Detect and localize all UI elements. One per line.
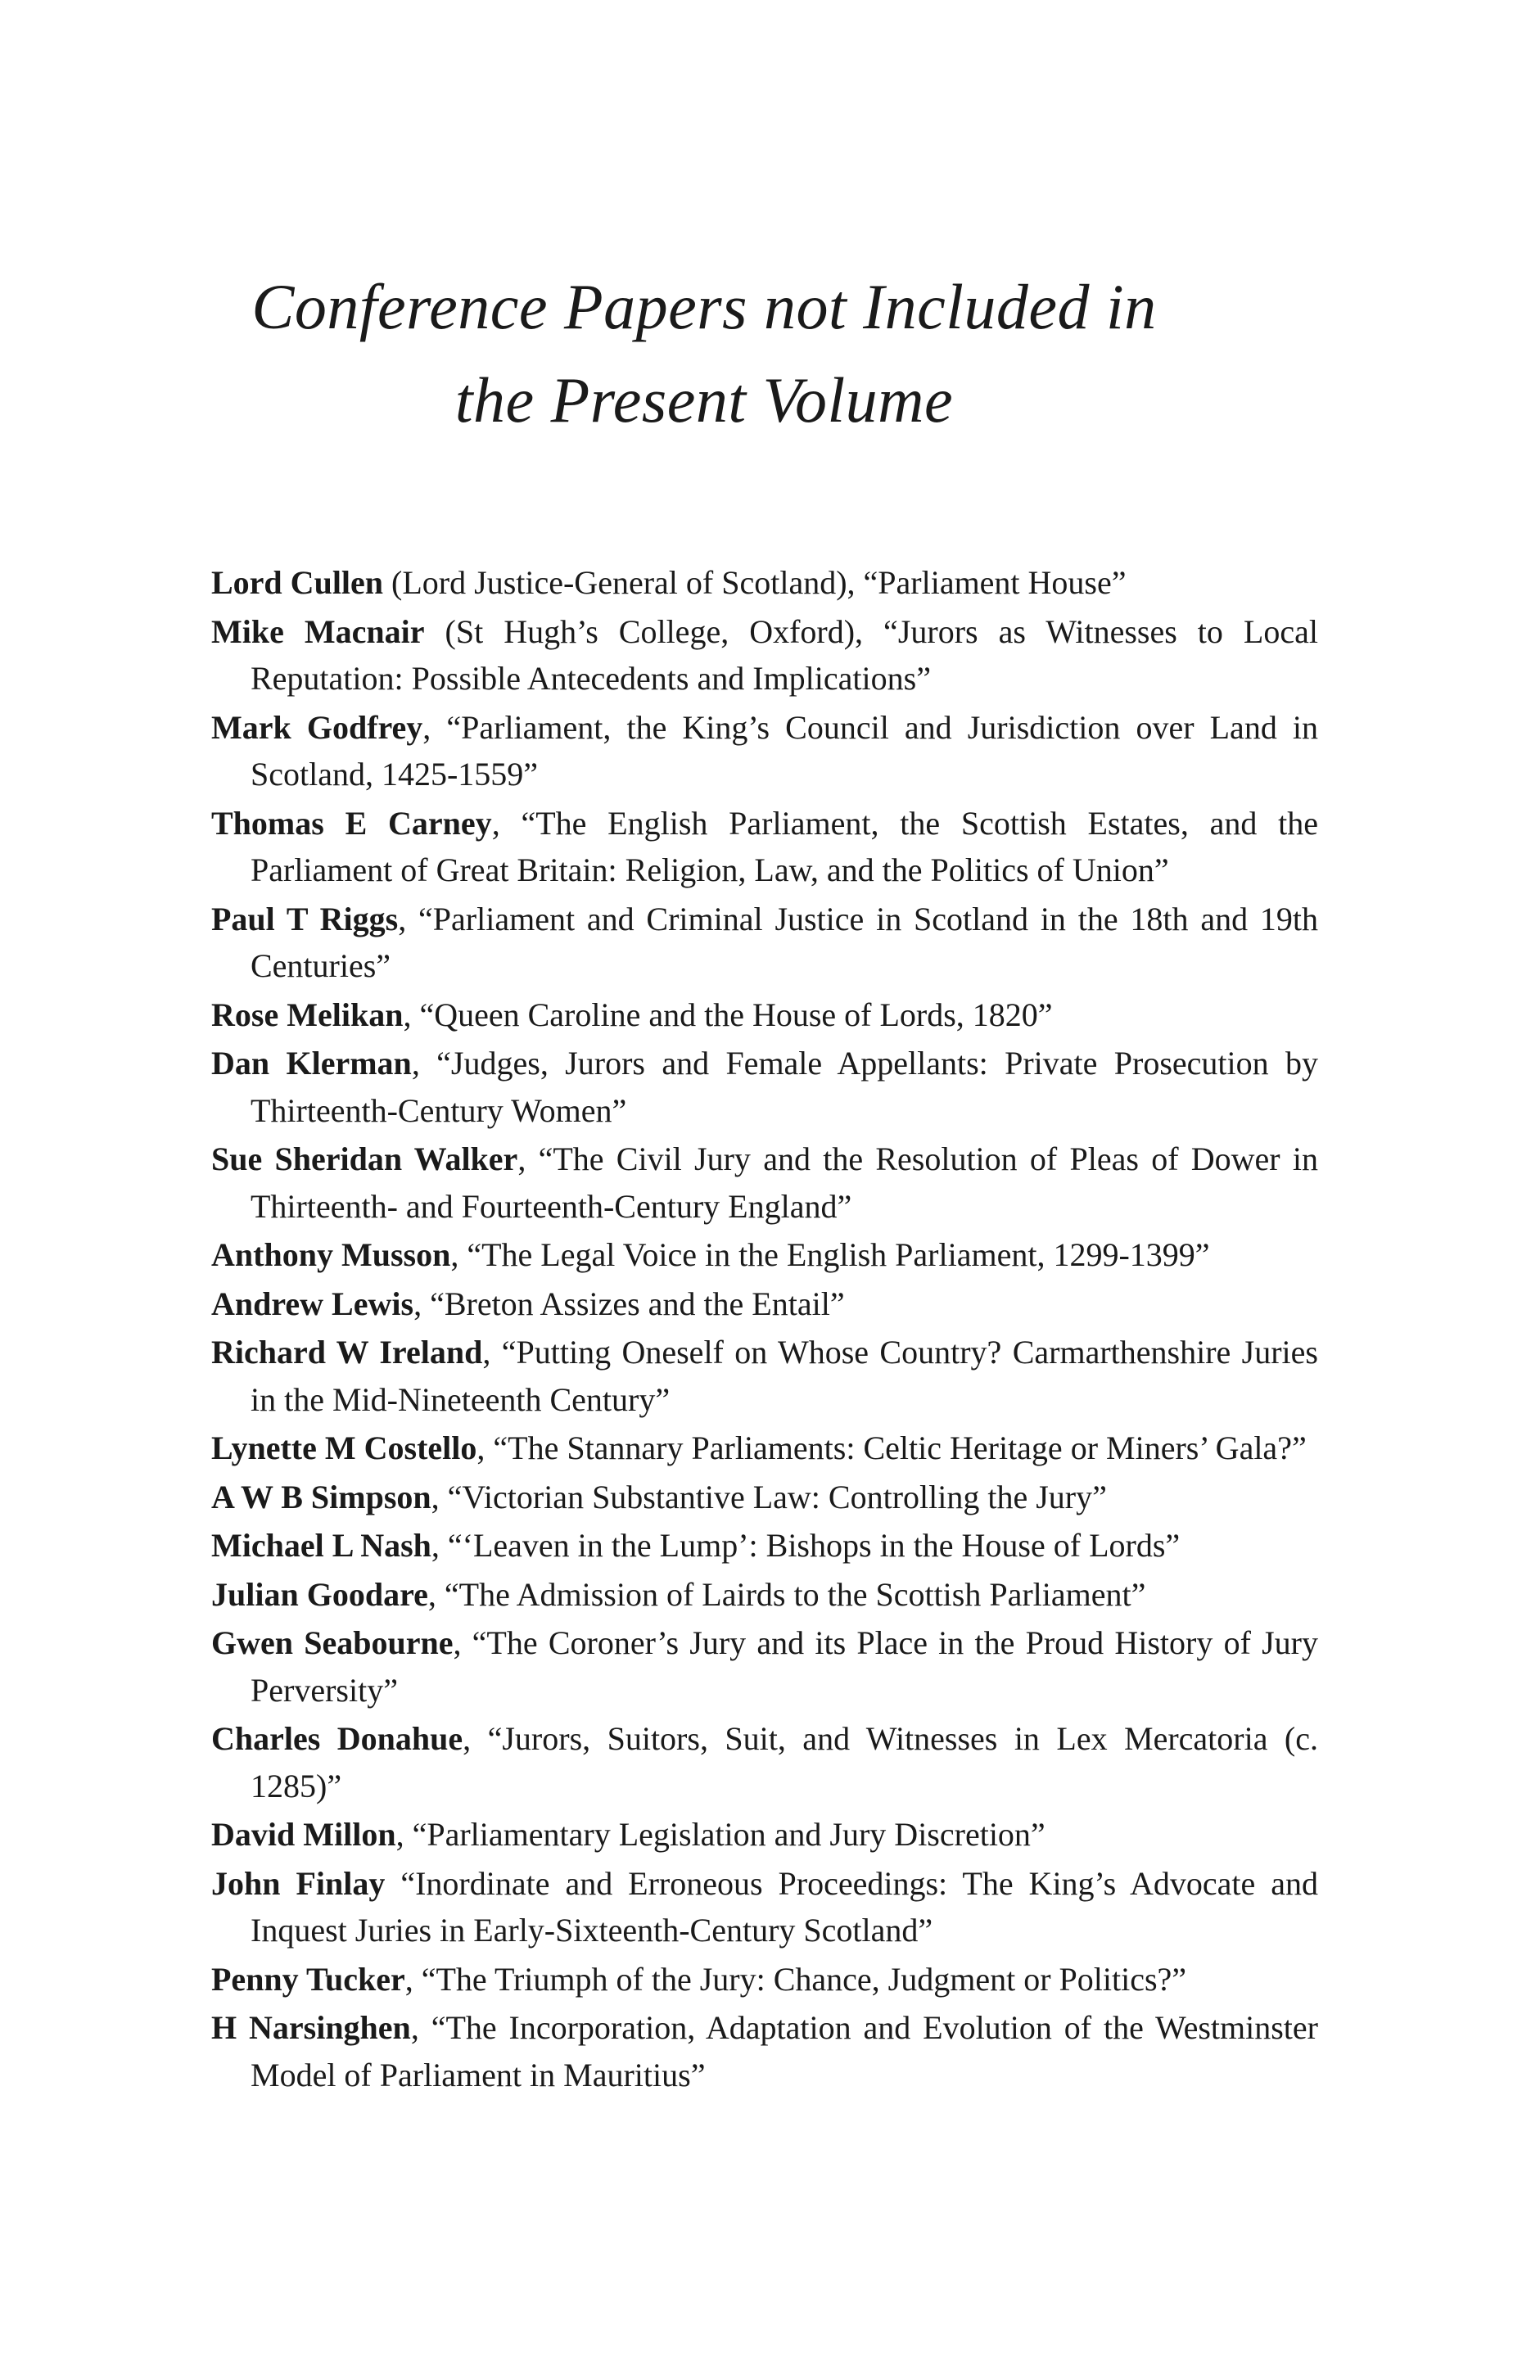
entry-author: Richard W Ireland <box>211 1334 483 1371</box>
entry-author: Michael L Nash <box>211 1527 431 1564</box>
list-item <box>211 608 1318 702</box>
list-item <box>211 896 1318 990</box>
entry-details: , “Parliamentary Legislation and Jury Discretion” <box>395 1816 1045 1853</box>
list-item <box>211 1136 1318 1230</box>
list-item <box>211 1329 1318 1423</box>
entry-details: , “Parliament and Criminal Justice in Scotland in the 18th and 19th Centuries” <box>251 900 1319 984</box>
entry-details: , “‘Leaven in the Lump’: Bishops in the House of Lords” <box>431 1527 1181 1564</box>
entry-author: Mike Macnair <box>211 612 425 650</box>
page-title <box>164 260 1244 447</box>
list-item <box>211 1956 1318 2003</box>
paper-list <box>211 559 1318 2100</box>
entry-details: , “Victorian Substantive Law: Controlling the Jury” <box>431 1478 1107 1515</box>
list-item <box>211 1860 1318 1954</box>
entry-details: , “The Admission of Lairds to the Scottish Parliament” <box>427 1575 1146 1613</box>
entry-author: David Millon <box>211 1816 396 1853</box>
entry-author: Sue Sheridan Walker <box>211 1140 518 1177</box>
entry-details: , “The Legal Voice in the English Parliament, 1299-1399” <box>450 1236 1210 1273</box>
list-item <box>211 1474 1318 1521</box>
entry-author: Thomas E Carney <box>211 804 492 842</box>
list-item <box>211 1715 1318 1809</box>
entry-details: , “The Civil Jury and the Resolution of Pleas of Dower in Thirteenth- and Fourteenth-Century England” <box>251 1140 1318 1225</box>
entry-details: “Inordinate and Erroneous Proceedings: The King’s Advocate and Inquest Juries in Early-Sixteenth-Century Scotland” <box>251 1864 1318 1949</box>
entry-author: John Finlay <box>211 1864 386 1902</box>
list-item <box>211 1425 1318 1472</box>
list-item <box>211 1811 1318 1858</box>
entry-details: , “The English Parliament, the Scottish Estates, and the Parliament of Great Britain: Religion, Law, and the Politics of Union” <box>251 804 1318 888</box>
entry-author: Rose Melikan <box>211 996 404 1033</box>
entry-author: Dan Klerman <box>211 1045 412 1082</box>
entry-author: Paul T Riggs <box>211 900 399 937</box>
list-item <box>211 800 1318 894</box>
entry-details: , “The Triumph of the Jury: Chance, Judgment or Politics?” <box>404 1960 1187 1998</box>
entry-details: (St Hugh’s College, Oxford), “Jurors as Witnesses to Local Reputation: Possible Antecedents and Implications” <box>251 612 1318 697</box>
list-item <box>211 1522 1318 1569</box>
entry-author: Lord Cullen <box>211 564 384 601</box>
entry-author: A W B Simpson <box>211 1478 431 1515</box>
entry-details: , “The Incorporation, Adaptation and Evolution of the Westminster Model of Parliament in Mauritius” <box>251 2009 1318 2093</box>
list-item <box>211 1619 1318 1714</box>
entry-author: Julian Goodare <box>211 1575 428 1613</box>
list-item <box>211 1231 1318 1279</box>
list-item <box>211 1571 1318 1619</box>
list-item <box>211 2004 1318 2098</box>
entry-details: , “Jurors, Suitors, Suit, and Witnesses in Lex Mercatoria (c. 1285)” <box>251 1720 1318 1804</box>
entry-author: Charles Donahue <box>211 1720 463 1757</box>
list-item <box>211 1040 1318 1134</box>
entry-details: , “Parliament, the King’s Council and Jurisdiction over Land in Scotland, 1425-1559” <box>251 708 1319 793</box>
entry-details: (Lord Justice-General of Scotland), “Parliament House” <box>383 564 1127 601</box>
list-item <box>211 991 1318 1039</box>
entry-details: , “Putting Oneself on Whose Country? Carmarthenshire Juries in the Mid-Nineteenth Century” <box>251 1334 1318 1418</box>
entry-author: Gwen Seabourne <box>211 1624 454 1661</box>
list-item <box>211 559 1318 607</box>
list-item <box>211 704 1318 798</box>
entry-author: H Narsinghen <box>211 2009 411 2046</box>
entry-details: , “Queen Caroline and the House of Lords, 1820” <box>403 996 1053 1033</box>
entry-author: Andrew Lewis <box>211 1285 414 1322</box>
entry-author: Penny Tucker <box>211 1960 405 1998</box>
entry-details: , “Judges, Jurors and Female Appellants: Private Prosecution by Thirteenth-Century Women” <box>251 1045 1319 1129</box>
entry-details: , “The Stannary Parliaments: Celtic Heritage or Miners’ Gala?” <box>476 1429 1307 1466</box>
page-title-line-1: Conference Papers not Included in <box>251 271 1157 342</box>
entry-details: , “The Coroner’s Jury and its Place in the Proud History of Jury Perversity” <box>251 1624 1318 1709</box>
entry-author: Anthony Musson <box>211 1236 451 1273</box>
entry-author: Lynette M Costello <box>211 1429 477 1466</box>
page-title-line-2: the Present Volume <box>454 364 954 436</box>
entry-author: Mark Godfrey <box>211 708 423 746</box>
list-item <box>211 1280 1318 1328</box>
entry-details: , “Breton Assizes and the Entail” <box>413 1285 845 1322</box>
